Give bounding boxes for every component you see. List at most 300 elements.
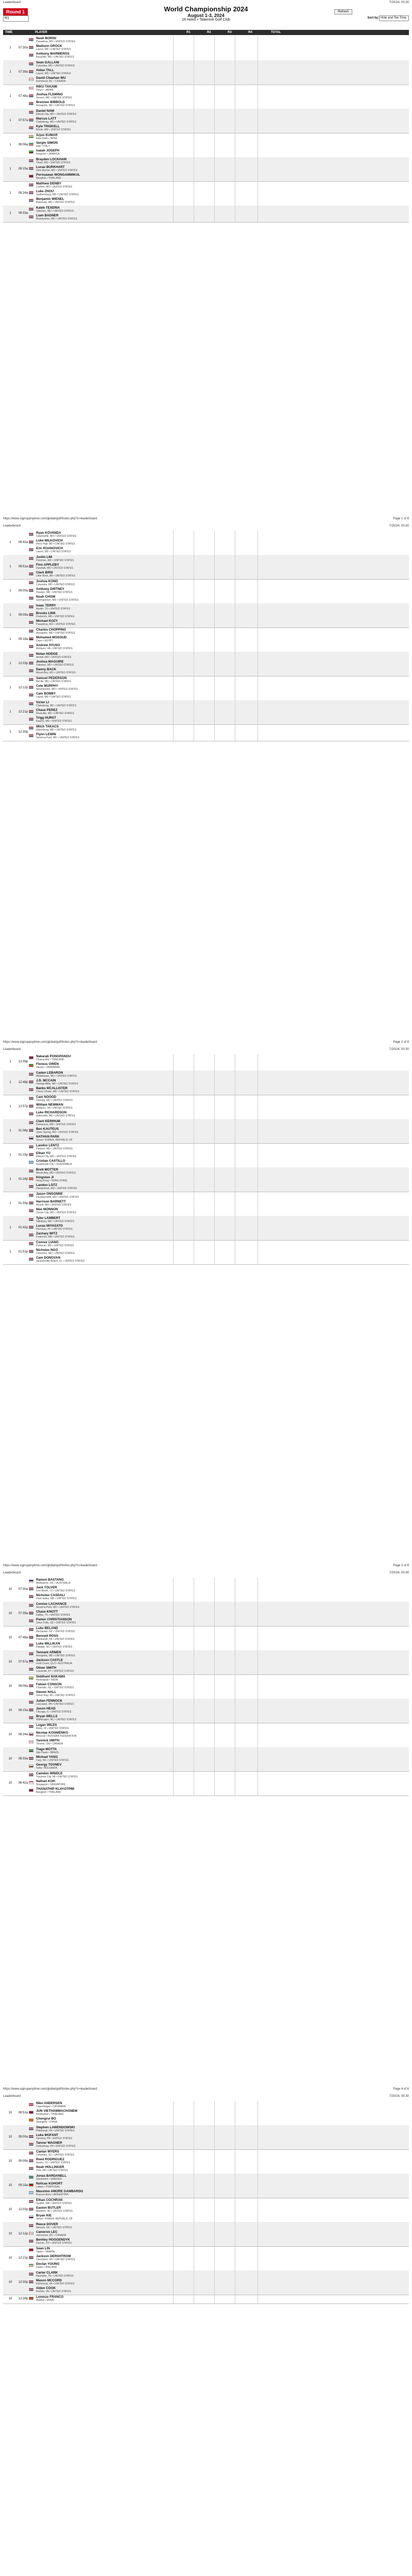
player-row[interactable] <box>29 173 173 181</box>
player-row[interactable] <box>29 197 173 205</box>
player-name[interactable]: Brennen BIBBOLD <box>36 100 65 104</box>
player-row[interactable] <box>29 69 173 76</box>
player-name[interactable]: Julian FENNOCK <box>36 1699 63 1703</box>
player-club: Dundalk, MD • UNITED STATES <box>36 567 74 570</box>
player-name[interactable]: Steven NALL <box>36 1690 57 1694</box>
player-row[interactable] <box>29 716 173 724</box>
refresh-button[interactable]: Refresh <box>334 9 352 14</box>
player-club: Laurel, MD • UNITED STATES <box>36 48 71 51</box>
player-name[interactable]: Parker CHRISTIANSON <box>36 1618 72 1621</box>
player-name[interactable]: Isaiah JOSEPH <box>36 149 60 152</box>
player-name[interactable]: Bentley HOGGENDYK <box>36 2238 70 2242</box>
player-row[interactable] <box>29 2150 173 2158</box>
player-row[interactable] <box>29 44 173 52</box>
player-row[interactable] <box>29 133 173 141</box>
player-row[interactable] <box>29 547 173 554</box>
player-name[interactable]: Danny BACK <box>36 668 57 671</box>
player-name[interactable]: Nicholas NGO <box>36 1248 58 1252</box>
player-name[interactable]: Caelan MYERS <box>36 2150 59 2154</box>
player-row[interactable] <box>29 206 173 214</box>
player-row[interactable] <box>29 531 173 539</box>
player-row[interactable] <box>29 2174 173 2182</box>
player-name[interactable]: Noah HOLLINGER <box>36 2165 64 2169</box>
flag-icon <box>29 208 33 211</box>
player-name[interactable]: Liam BADNER <box>36 214 59 217</box>
flag-icon <box>29 135 33 138</box>
player-row[interactable] <box>29 2182 173 2190</box>
player-row[interactable] <box>29 1690 173 1698</box>
player-name[interactable]: JUN VIETHAMMACHANEM <box>36 2109 78 2113</box>
player-name[interactable]: Chengrui BO <box>36 2117 56 2121</box>
player-row[interactable] <box>29 676 173 684</box>
player-row[interactable] <box>29 571 173 579</box>
player-row[interactable] <box>29 2247 173 2255</box>
player-row[interactable] <box>29 1723 173 1731</box>
player-name[interactable]: Zachary WITZ <box>36 1232 58 1235</box>
player-row[interactable] <box>29 668 173 675</box>
player-name[interactable]: Clark KERIHUM <box>36 1120 60 1123</box>
tee-time: 12:03p <box>18 662 28 665</box>
player-row[interactable] <box>29 2223 173 2230</box>
player-row[interactable] <box>29 1095 173 1103</box>
player-name[interactable]: David Chaehan WU <box>36 76 66 80</box>
player-row[interactable] <box>29 2158 173 2165</box>
player-row[interactable] <box>29 1666 173 1674</box>
player-name[interactable]: Ryan KOVANDA <box>36 531 61 535</box>
player-name[interactable]: Finn APPLEBY <box>36 563 59 567</box>
player-row[interactable] <box>29 636 173 643</box>
player-name[interactable]: J.D. MCCAIN <box>36 1079 56 1082</box>
flag-icon <box>29 2208 33 2211</box>
player-name[interactable]: Justin LIM <box>36 555 53 559</box>
player-name[interactable]: Alden COOK <box>36 2286 56 2290</box>
player-name[interactable]: Benjamin WIENEL <box>36 197 64 201</box>
player-name[interactable]: Anthony DIRTNEY <box>36 587 64 591</box>
player-name[interactable]: William NEWMAN <box>36 1103 63 1107</box>
sort-select[interactable]: Hole and Tee Time <box>379 15 409 21</box>
player-name[interactable]: Cam DONOVAN <box>36 1256 61 1260</box>
tee-time: 07:39a <box>18 1612 28 1615</box>
flag-icon <box>29 621 33 624</box>
player-row[interactable] <box>29 1071 173 1079</box>
player-name[interactable]: Luke MILKOVICH <box>36 539 63 543</box>
player-row[interactable] <box>29 2109 173 2117</box>
player-name[interactable]: Daniel NAM <box>36 109 54 113</box>
player-name[interactable]: Arjun KUMAR <box>36 133 58 137</box>
player-name[interactable]: Jackson DERSHTROM <box>36 2255 71 2258</box>
player-name[interactable]: Bryan KIE <box>36 2214 52 2217</box>
player-name[interactable]: Siddhant NAKAMA <box>36 1675 65 1679</box>
player-name[interactable]: Noah BORISI <box>36 37 57 40</box>
player-row[interactable] <box>29 1586 173 1594</box>
player-row[interactable] <box>29 165 173 173</box>
player-row[interactable] <box>29 141 173 149</box>
player-row[interactable] <box>29 1135 173 1143</box>
player-row[interactable] <box>29 701 173 708</box>
player-row[interactable] <box>29 725 173 733</box>
player-row[interactable] <box>29 214 173 222</box>
player-row[interactable] <box>29 2230 173 2238</box>
player-row[interactable] <box>29 628 173 636</box>
player-row[interactable] <box>29 1200 173 1208</box>
player-name[interactable]: Luke ZHOU <box>36 190 54 193</box>
player-row[interactable] <box>29 1216 173 1224</box>
player-club: Newark, DE • UNITED STATES <box>36 2226 72 2229</box>
player-name[interactable]: Isaac TERRY <box>36 604 56 607</box>
player-row[interactable] <box>29 684 173 692</box>
player-row[interactable] <box>29 2102 173 2109</box>
player-row[interactable] <box>29 1120 173 1127</box>
score-column-divider <box>173 1602 174 1626</box>
player-row[interactable] <box>29 587 173 595</box>
player-name[interactable]: RIKU TAKAMI <box>36 85 58 89</box>
player-name[interactable]: Luke MILLIKAN <box>36 1642 60 1646</box>
round-select[interactable]: R1 <box>3 15 29 22</box>
tee-time: 07:57a <box>18 118 28 122</box>
player-name[interactable]: Caden LEBARON <box>36 1071 63 1075</box>
player-row[interactable] <box>29 2126 173 2133</box>
player-name[interactable]: Aidan TALL <box>36 69 54 72</box>
player-name[interactable]: Nathan KOH <box>36 1780 56 1783</box>
player-row[interactable] <box>29 158 173 165</box>
page-2 <box>0 523 412 1047</box>
player-row[interactable] <box>29 1772 173 1780</box>
player-name[interactable]: Cam NOOOD <box>36 1095 57 1099</box>
player-row[interactable] <box>29 1707 173 1715</box>
player-name[interactable]: Tanner WAGNER <box>36 2141 62 2145</box>
player-name[interactable]: Charles CHOPPING <box>36 628 66 632</box>
player-name[interactable]: Yannick SMITH <box>36 1739 60 1742</box>
hole-cell <box>3 60 18 84</box>
player-name[interactable]: Connor LIANG <box>36 1241 59 1244</box>
player-name[interactable]: Nolan HODGE <box>36 652 58 656</box>
player-club: Cleveland, OH • UNITED STATES <box>36 2258 75 2261</box>
player-row[interactable] <box>29 1626 173 1634</box>
player-name[interactable]: Ethan COCHRAN <box>36 2198 63 2202</box>
player-row[interactable] <box>29 1642 173 1650</box>
player-row[interactable] <box>29 2262 173 2270</box>
player-row[interactable] <box>29 643 173 651</box>
player-row[interactable] <box>29 692 173 700</box>
player-name[interactable]: Floreus OWEN <box>36 1062 59 1066</box>
player-row[interactable] <box>29 1618 173 1625</box>
tee-time: 09:00a <box>18 589 28 592</box>
player-row[interactable] <box>29 2141 173 2149</box>
player-row[interactable] <box>29 733 173 740</box>
player-row[interactable] <box>29 2279 173 2286</box>
player-row[interactable] <box>29 2238 173 2246</box>
player-row[interactable] <box>29 1224 173 1232</box>
player-name[interactable]: Reed RODRIGUEZ <box>36 2158 64 2161</box>
player-club: Sofia • BULGARIA <box>36 1767 58 1770</box>
player-row[interactable] <box>29 563 173 571</box>
flag-icon <box>29 589 33 592</box>
score-column-divider <box>214 1674 215 1699</box>
player-name[interactable]: Easton BUTLER <box>36 2206 61 2210</box>
player-name[interactable]: Luke RICHARDSON <box>36 1111 67 1114</box>
player-row[interactable] <box>29 1159 173 1167</box>
player-row[interactable] <box>29 2117 173 2125</box>
player-row[interactable] <box>29 1168 173 1176</box>
player-name[interactable]: Jason HEAD <box>36 1707 56 1710</box>
flag-icon <box>29 1643 33 1647</box>
player-name[interactable]: Samuel PEDERSON <box>36 676 67 680</box>
player-name[interactable]: Luke BELAND <box>36 1626 58 1630</box>
player-row[interactable] <box>29 37 173 44</box>
player-name[interactable]: Ben KAUTEUS <box>36 1127 59 1131</box>
browser-header-left: Leaderboard <box>3 1048 21 1051</box>
tee-time: 08:42a <box>18 540 28 544</box>
player-row[interactable] <box>29 1658 173 1666</box>
player-row[interactable] <box>29 619 173 627</box>
player-club: São Paulo • BRAZIL <box>36 1751 60 1754</box>
player-name[interactable]: Camden WINDLE <box>36 1772 63 1775</box>
player-row[interactable] <box>29 1248 173 1256</box>
score-column-divider <box>173 1054 174 1071</box>
player-name[interactable]: Reece DOVER <box>36 2223 58 2226</box>
player-row[interactable] <box>29 1241 173 1248</box>
player-name[interactable]: Carter CLARK <box>36 2271 58 2275</box>
player-name[interactable]: Oliver SMITH <box>36 1666 57 1670</box>
player-row[interactable] <box>29 2165 173 2173</box>
player-row[interactable] <box>29 1232 173 1240</box>
tee-time-cell <box>18 579 29 603</box>
player-row[interactable] <box>29 93 173 100</box>
player-name[interactable]: Tiago MOTTA <box>36 1748 57 1751</box>
player-name[interactable]: Noah CHOW <box>36 595 56 599</box>
player-name[interactable]: Mason MCCORD <box>36 2279 62 2282</box>
player-row[interactable] <box>29 100 173 108</box>
player-club: Brandywine, MD • UNITED STATES <box>36 217 77 221</box>
player-row[interactable] <box>29 1683 173 1690</box>
player-row[interactable] <box>29 1699 173 1707</box>
player-name[interactable]: Kingston JI <box>36 1176 54 1179</box>
player-row[interactable] <box>29 1151 173 1159</box>
player-name[interactable]: Brooks LINK <box>36 612 56 615</box>
player-name[interactable]: Kyle TRISKELL <box>36 125 60 128</box>
player-row[interactable] <box>29 2286 173 2294</box>
player-name[interactable]: Ethan YU <box>36 1151 50 1155</box>
score-column-divider <box>214 157 215 181</box>
player-row[interactable] <box>29 595 173 603</box>
player-row[interactable] <box>29 612 173 619</box>
player-name[interactable]: Nicholas CASDALI <box>36 1594 65 1597</box>
flag-icon <box>29 533 33 536</box>
player-name[interactable]: Flynn LEWIN <box>36 733 56 736</box>
player-name[interactable]: Niko ANDERSEN <box>36 2102 62 2105</box>
player-row[interactable] <box>29 125 173 132</box>
player-name[interactable]: Anthony MARMEROS <box>36 52 70 56</box>
player-row[interactable] <box>29 1578 173 1586</box>
hole-number: 10 <box>8 1684 12 1688</box>
score-column-divider <box>173 1626 174 1650</box>
player-name[interactable]: Nolicas KOHORT <box>36 2182 63 2185</box>
player-name[interactable]: Logan WILES <box>36 1723 57 1727</box>
player-name[interactable]: Max MONNON <box>36 1208 58 1211</box>
player-name[interactable]: Jonas BARDANELL <box>36 2174 67 2178</box>
player-name[interactable]: Joshua MAGUIRE <box>36 660 64 664</box>
player-row[interactable] <box>29 1780 173 1787</box>
player-name[interactable]: Joshua KONG <box>36 580 58 583</box>
player-row[interactable] <box>29 1651 173 1658</box>
player-club: Madison, WI • UNITED STATES <box>36 2210 73 2213</box>
player-row[interactable] <box>29 1763 173 1771</box>
player-name[interactable]: Madison GROCK <box>36 44 62 48</box>
tournament-title: World Championship 2024 <box>164 5 248 13</box>
player-name[interactable]: Ramon BASTANG <box>36 1578 64 1582</box>
player-row[interactable] <box>29 1256 173 1264</box>
player-row[interactable] <box>29 1127 173 1135</box>
player-row[interactable] <box>29 52 173 60</box>
player-row[interactable] <box>29 580 173 587</box>
player-name[interactable]: Andrew AYUSO <box>36 643 60 647</box>
player-name[interactable]: Brayden LOCKHAM <box>36 158 67 161</box>
player-club: Boise, ID • UNITED STATES <box>36 1727 69 1730</box>
player-row[interactable] <box>29 1731 173 1739</box>
player-row[interactable] <box>29 1062 173 1070</box>
player-name[interactable]: Marcus LATT <box>36 117 57 121</box>
player-row[interactable] <box>29 1610 173 1618</box>
player-row[interactable] <box>29 1176 173 1183</box>
player-name[interactable]: Connor LACHANCE <box>36 1602 67 1606</box>
player-name[interactable]: Landon LENTZ <box>36 1144 59 1147</box>
player-row[interactable] <box>29 1111 173 1118</box>
player-name[interactable]: Sean LIN <box>36 2247 50 2250</box>
player-row[interactable] <box>29 1079 173 1087</box>
player-row[interactable] <box>29 76 173 84</box>
player-row[interactable] <box>29 652 173 660</box>
player-club: Toronto, ON • CANADA <box>36 1742 63 1745</box>
player-name[interactable]: Cam BOBBY <box>36 692 56 696</box>
player-name[interactable]: Clark BIRD <box>36 571 53 574</box>
player-row[interactable] <box>29 2198 173 2206</box>
player-row[interactable] <box>29 2206 173 2214</box>
player-row[interactable] <box>29 1748 173 1755</box>
player-row[interactable] <box>29 660 173 668</box>
tee-time: 01:06p <box>18 1129 28 1132</box>
player-club: Denver, CO • UNITED STATES <box>36 2242 72 2245</box>
player-row[interactable] <box>29 2190 173 2197</box>
player-name[interactable]: Chase KNOTT <box>36 1610 58 1614</box>
player-name[interactable]: Michael YANG <box>36 1755 58 1759</box>
player-row[interactable] <box>29 1055 173 1062</box>
player-row[interactable] <box>29 1602 173 1610</box>
player-row[interactable] <box>29 1192 173 1200</box>
player-name[interactable]: Tennant ARMEN <box>36 1651 61 1654</box>
player-name[interactable]: Brett MOTTER <box>36 1168 59 1172</box>
player-name[interactable]: Lucas BURKHART <box>36 165 65 169</box>
player-row[interactable] <box>29 2214 173 2222</box>
player-name[interactable]: Banks MCALLISTER <box>36 1087 68 1090</box>
player-name[interactable]: Tyler LAMBERT <box>36 1216 61 1220</box>
player-row[interactable] <box>29 2295 173 2303</box>
player-name[interactable]: Sergio SIMON <box>36 141 58 145</box>
player-name[interactable]: THANATHIP KLAYOTPIM <box>36 1787 75 1791</box>
player-club: Dublin • IRELAND <box>36 2266 57 2269</box>
player-name[interactable]: Stephen LAWENDOWSKI <box>36 2126 75 2129</box>
player-row[interactable] <box>29 1755 173 1763</box>
player-club: Bel Air, MD • UNITED STATES <box>36 680 71 683</box>
player-row[interactable] <box>29 1103 173 1111</box>
player-row[interactable] <box>29 1787 173 1795</box>
player-name[interactable]: Landon LOTZ <box>36 1183 57 1187</box>
player-club: Copenhagen • DENMARK <box>36 2105 66 2108</box>
player-name[interactable]: Jason ONSONNE <box>36 1192 63 1196</box>
player-name[interactable]: Lorenzo FRANCO <box>36 2295 64 2299</box>
player-name[interactable]: NATHAN PARK <box>36 1135 60 1139</box>
tee-group <box>3 1602 409 1626</box>
player-name[interactable]: Jackson CASTLE <box>36 1658 63 1662</box>
player-name[interactable]: Bryan WELLS <box>36 1715 58 1718</box>
player-name[interactable]: Nicolae KOSNIENKO <box>36 1731 68 1735</box>
player-name[interactable]: Cole MURPHY <box>36 684 58 688</box>
player-name[interactable]: Fabian CONSON <box>36 1683 62 1686</box>
player-row[interactable] <box>29 1739 173 1747</box>
flag-icon <box>29 565 33 568</box>
player-row[interactable] <box>29 1183 173 1191</box>
player-name[interactable]: Cameron LEC <box>36 2230 58 2234</box>
player-name[interactable]: Matthew DENBY <box>36 182 61 185</box>
player-row[interactable] <box>29 1715 173 1722</box>
player-row[interactable] <box>29 555 173 563</box>
player-name[interactable]: Cristian CASTILLO <box>36 1159 65 1163</box>
player-row[interactable] <box>29 109 173 117</box>
player-name[interactable]: Joshua FLEMING <box>36 93 63 96</box>
player-name[interactable]: Mitch TAKACS <box>36 725 59 728</box>
player-row[interactable] <box>29 85 173 93</box>
player-name[interactable]: Lucas MIYASATO <box>36 1224 63 1228</box>
flag-icon <box>29 1185 33 1188</box>
player-name[interactable]: Declan YOUNG <box>36 2262 60 2266</box>
player-name[interactable]: Bennett ROSS <box>36 1634 59 1638</box>
player-club: Potomac, MD • UNITED STATES <box>36 1244 74 1247</box>
player-row[interactable] <box>29 1634 173 1642</box>
player-row[interactable] <box>29 1675 173 1683</box>
player-row[interactable] <box>29 1208 173 1215</box>
player-name[interactable]: Sean GALLANI <box>36 61 59 64</box>
player-name[interactable]: Trigg HURST <box>36 716 56 720</box>
player-name[interactable]: Harrison BARNETT <box>36 1200 66 1204</box>
player-row[interactable] <box>29 2133 173 2141</box>
player-club: Columbia, SC • UNITED STATES <box>36 2154 75 2157</box>
player-row[interactable] <box>29 2255 173 2262</box>
player-row[interactable] <box>29 539 173 547</box>
player-row[interactable] <box>29 2271 173 2279</box>
player-row[interactable] <box>29 149 173 157</box>
player-row[interactable] <box>29 117 173 125</box>
player-row[interactable] <box>29 604 173 612</box>
player-name[interactable]: Jack TOLVER <box>36 1586 57 1589</box>
player-name[interactable]: Mohamed MOSOUD <box>36 636 67 639</box>
player-name[interactable]: Pornsawan WONGAMMIKUL <box>36 173 80 177</box>
player-name[interactable]: Luke MOFANT <box>36 2133 59 2137</box>
player-name[interactable]: Massimo AMORE GAMBARDO <box>36 2190 83 2193</box>
player-row[interactable] <box>29 61 173 69</box>
player-name[interactable]: Nakarab PONGPANOU <box>36 1055 71 1058</box>
player-row[interactable] <box>29 1144 173 1151</box>
player-name[interactable]: Chase PEREZ <box>36 708 58 712</box>
player-row[interactable] <box>29 182 173 190</box>
player-name[interactable]: Michael KOZY <box>36 619 58 623</box>
player-row[interactable] <box>29 1594 173 1601</box>
player-row[interactable] <box>29 708 173 716</box>
player-name[interactable]: Kaleb TEXERIA <box>36 206 60 210</box>
player-name[interactable]: Georgy TOVNEV <box>36 1763 62 1767</box>
player-name[interactable]: Eric ROANOVICH <box>36 547 63 550</box>
player-row[interactable] <box>29 190 173 197</box>
player-row[interactable] <box>29 1087 173 1094</box>
player-name[interactable]: Victor LI <box>36 701 49 704</box>
